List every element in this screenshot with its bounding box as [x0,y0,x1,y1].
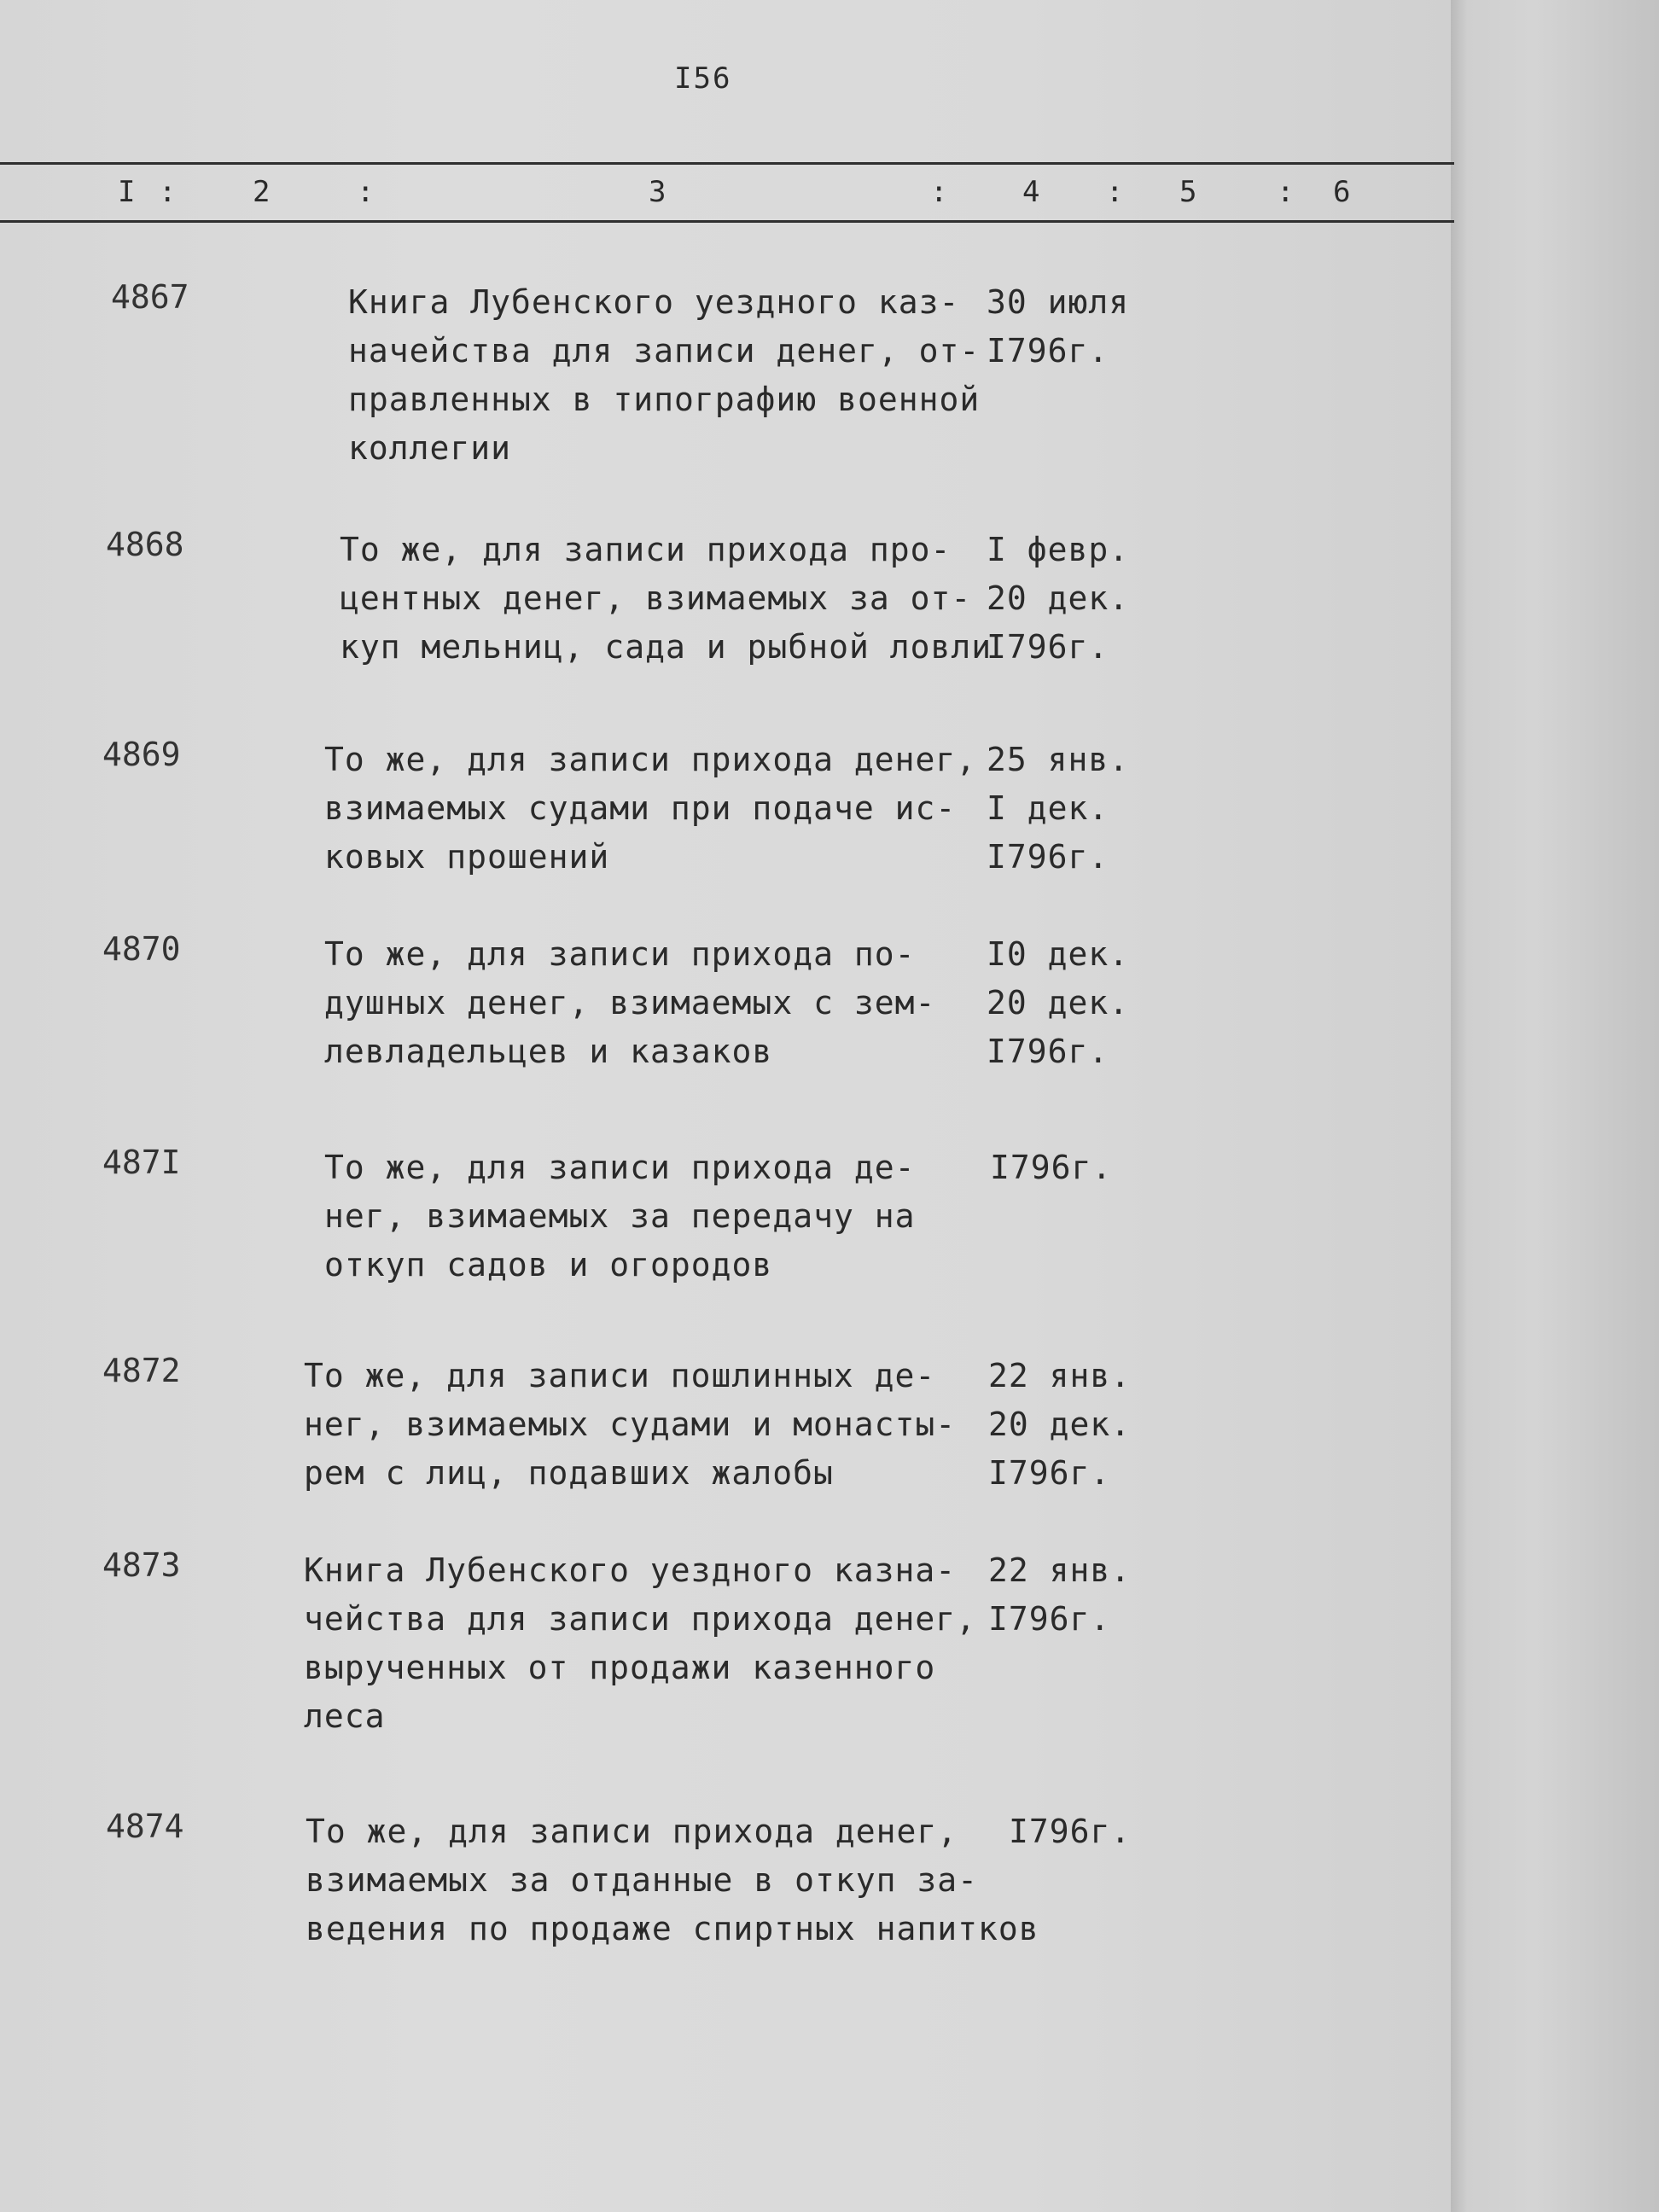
date-line: I796г. [988,1600,1111,1638]
entry-dates [990,1144,1112,1192]
column-header-separator: : [930,175,948,209]
description-line: То же, для записи пошлинных де- [304,1357,936,1394]
description-line: нег, взимаемых судами и монасты- [304,1406,957,1443]
entry-description [304,1546,976,1741]
description-line: чейства для записи прихода денег, [304,1600,976,1638]
date-line: 25 янв. [987,741,1130,778]
date-line: I796г. [988,1454,1111,1492]
entry-number: 4873 [102,1546,181,1584]
entry-description [340,526,992,672]
date-line: I796г. [1009,1813,1132,1850]
description-line: То же, для записи прихода денег, [324,741,977,778]
date-line: I796г. [987,332,1109,370]
entry-dates [987,736,1129,882]
description-line: взимаемых судами при подаче ис- [324,789,957,827]
entry-description [306,1807,1039,1953]
date-line: 20 дек. [988,1406,1132,1443]
date-line: I796г. [987,1033,1109,1070]
page-number: I56 [674,61,732,96]
entry-dates [988,1546,1131,1644]
entry-number: 4870 [102,930,181,968]
description-line: То же, для записи прихода де- [324,1149,916,1186]
description-line: правленных в типографию военной [348,381,981,418]
entry-dates [987,930,1129,1076]
entry-description [324,1144,915,1289]
column-header-separator: : [1277,175,1295,209]
date-line: I февр. [987,531,1130,568]
column-header-separator: : [159,175,177,209]
entry-number: 4874 [106,1807,184,1845]
date-line: I0 дек. [987,935,1130,973]
date-line: 30 июля [987,283,1130,321]
entry-number: 4872 [102,1352,181,1389]
description-line: ковых прошений [324,838,610,876]
column-header-5: 5 [1179,175,1197,209]
entry-dates [988,1352,1131,1498]
date-line: 22 янв. [988,1357,1132,1394]
description-line: начейства для записи денег, от- [348,332,981,370]
entry-number: 4869 [102,736,181,773]
description-line: центных денег, взимаемых за от- [340,579,972,617]
column-header-separator: : [1106,175,1124,209]
entry-dates [987,278,1129,375]
description-line: вырученных от продажи казенного [304,1649,936,1686]
date-line: I796г. [987,628,1109,666]
date-line: I796г. [990,1149,1113,1186]
description-line: рем с лиц, подавших жалобы [304,1454,834,1492]
column-header-6: 6 [1333,175,1351,209]
date-line: 22 янв. [988,1551,1132,1589]
entry-description [324,736,976,882]
description-line: левладельцев и казаков [324,1033,773,1070]
entry-dates [987,526,1129,672]
description-line: леса [304,1697,386,1735]
description-line: душных денег, взимаемых с зем- [324,984,936,1022]
description-line: коллегии [348,429,512,467]
description-line: То же, для записи прихода по- [324,935,916,973]
description-line: То же, для записи прихода денег, [306,1813,958,1850]
description-line: ведения по продаже спиртных напитков [306,1910,1039,1947]
column-header-4: 4 [1022,175,1040,209]
entry-description [324,930,935,1076]
entry-number: 4867 [111,278,189,316]
header-rule-bottom [0,220,1454,223]
date-line: 20 дек. [987,579,1130,617]
entry-description [348,278,980,473]
header-rule-top [0,162,1454,165]
entry-dates [1009,1807,1131,1856]
page-edge-shadow [1451,0,1659,2212]
description-line: То же, для записи прихода про- [340,531,952,568]
date-line: 20 дек. [987,984,1130,1022]
column-header-2: 2 [253,175,271,209]
description-line: Книга Лубенского уездного каз- [348,283,960,321]
description-line: куп мельниц, сада и рыбной ловли [340,628,992,666]
entry-number: 4868 [106,526,184,563]
date-line: I дек. [987,789,1109,827]
column-header-1: I [118,175,136,209]
description-line: откуп садов и огородов [324,1246,773,1284]
description-line: нег, взимаемых за передачу на [324,1197,916,1235]
description-line: Книга Лубенского уездного казна- [304,1551,957,1589]
column-header-separator: : [357,175,375,209]
column-header-3: 3 [649,175,667,209]
description-line: взимаемых за отданные в откуп за- [306,1861,978,1899]
entry-description [304,1352,956,1498]
date-line: I796г. [987,838,1109,876]
entry-number: 487I [102,1144,181,1181]
